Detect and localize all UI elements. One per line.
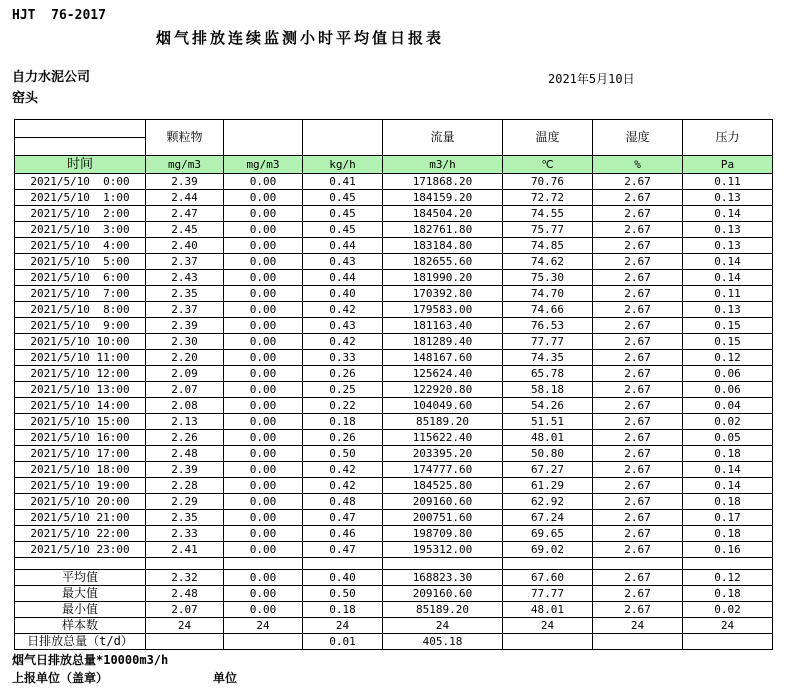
- time-cell: 2021/5/10 23:00: [15, 542, 146, 558]
- value-cell: 24: [303, 618, 383, 634]
- value-cell: 2.47: [146, 206, 224, 222]
- value-cell: 2.07: [146, 382, 224, 398]
- value-cell: 0.13: [683, 302, 773, 318]
- table-row: [15, 334, 773, 350]
- table-row: [15, 222, 773, 238]
- value-cell: 0.00: [224, 414, 303, 430]
- table-row: [15, 270, 773, 286]
- table-row: [15, 398, 773, 414]
- time-cell: 2021/5/10 5:00: [15, 254, 146, 270]
- table-row: [15, 318, 773, 334]
- value-cell: 0.26: [303, 430, 383, 446]
- value-cell: 0.00: [224, 238, 303, 254]
- table-row: [15, 350, 773, 366]
- value-cell: 0.18: [683, 446, 773, 462]
- value-cell: 115622.40: [383, 430, 503, 446]
- col-header-humidity: 湿度: [593, 120, 683, 156]
- value-cell: 67.27: [503, 462, 593, 478]
- value-cell: 77.77: [503, 586, 593, 602]
- value-cell: [593, 634, 683, 650]
- value-cell: 62.92: [503, 494, 593, 510]
- value-cell: 2.35: [146, 510, 224, 526]
- value-cell: 2.48: [146, 446, 224, 462]
- value-cell: 181163.40: [383, 318, 503, 334]
- time-cell: 2021/5/10 11:00: [15, 350, 146, 366]
- value-cell: 0.11: [683, 174, 773, 190]
- time-cell: 2021/5/10 6:00: [15, 270, 146, 286]
- value-cell: 0.00: [224, 350, 303, 366]
- value-cell: 0.14: [683, 462, 773, 478]
- value-cell: [503, 634, 593, 650]
- value-cell: 2.67: [593, 542, 683, 558]
- spacer-row: [15, 558, 773, 570]
- value-cell: 70.76: [503, 174, 593, 190]
- value-cell: 0.47: [303, 510, 383, 526]
- value-cell: 2.67: [593, 238, 683, 254]
- time-cell: 2021/5/10 7:00: [15, 286, 146, 302]
- unit-label: 单位: [213, 671, 238, 685]
- summary-rows: [15, 570, 773, 650]
- value-cell: 0.14: [683, 270, 773, 286]
- monitoring-table: [14, 119, 773, 650]
- value-cell: 125624.40: [383, 366, 503, 382]
- value-cell: 58.18: [503, 382, 593, 398]
- value-cell: 2.13: [146, 414, 224, 430]
- table-row: [15, 174, 773, 190]
- value-cell: 0.00: [224, 222, 303, 238]
- value-cell: 0.00: [224, 286, 303, 302]
- company-name: 自力水泥公司: [12, 70, 91, 85]
- unit-particulate: mg/m3: [146, 156, 224, 174]
- value-cell: 198709.80: [383, 526, 503, 542]
- summary-label: 样本数: [15, 618, 146, 634]
- value-cell: 0.02: [683, 414, 773, 430]
- value-cell: 2.08: [146, 398, 224, 414]
- value-cell: 2.28: [146, 478, 224, 494]
- time-cell: 2021/5/10 8:00: [15, 302, 146, 318]
- value-cell: 2.67: [593, 334, 683, 350]
- value-cell: 174777.60: [383, 462, 503, 478]
- data-rows: [15, 174, 773, 558]
- time-cell: 2021/5/10 14:00: [15, 398, 146, 414]
- table-row: [15, 414, 773, 430]
- value-cell: 148167.60: [383, 350, 503, 366]
- value-cell: 74.62: [503, 254, 593, 270]
- value-cell: 2.67: [593, 174, 683, 190]
- value-cell: 48.01: [503, 602, 593, 618]
- value-cell: 0.00: [224, 542, 303, 558]
- value-cell: 209160.60: [383, 586, 503, 602]
- value-cell: 181990.20: [383, 270, 503, 286]
- value-cell: 54.26: [503, 398, 593, 414]
- value-cell: 2.39: [146, 462, 224, 478]
- value-cell: 72.72: [503, 190, 593, 206]
- value-cell: 2.39: [146, 174, 224, 190]
- value-cell: 0.18: [303, 602, 383, 618]
- value-cell: 2.67: [593, 286, 683, 302]
- value-cell: 0.13: [683, 222, 773, 238]
- time-cell: 2021/5/10 21:00: [15, 510, 146, 526]
- value-cell: 170392.80: [383, 286, 503, 302]
- value-cell: 2.67: [593, 302, 683, 318]
- time-cell: 2021/5/10 15:00: [15, 414, 146, 430]
- value-cell: 2.67: [593, 318, 683, 334]
- value-cell: 168823.30: [383, 570, 503, 586]
- table-row: [15, 190, 773, 206]
- unit-header-row: [15, 156, 773, 174]
- value-cell: 2.37: [146, 302, 224, 318]
- value-cell: 0.18: [683, 494, 773, 510]
- time-cell: 2021/5/10 0:00: [15, 174, 146, 190]
- value-cell: 0.00: [224, 334, 303, 350]
- value-cell: 0.18: [683, 586, 773, 602]
- standard-code: HJT 76-2017: [12, 8, 106, 23]
- unit-flow: m3/h: [383, 156, 503, 174]
- time-cell: 2021/5/10 16:00: [15, 430, 146, 446]
- table-row: [15, 494, 773, 510]
- value-cell: 0.00: [224, 494, 303, 510]
- value-cell: 0.45: [303, 222, 383, 238]
- value-cell: 2.20: [146, 350, 224, 366]
- value-cell: 0.11: [683, 286, 773, 302]
- value-cell: 2.40: [146, 238, 224, 254]
- value-cell: 184504.20: [383, 206, 503, 222]
- value-cell: 0.40: [303, 570, 383, 586]
- value-cell: 2.43: [146, 270, 224, 286]
- value-cell: 2.45: [146, 222, 224, 238]
- value-cell: 203395.20: [383, 446, 503, 462]
- value-cell: 61.29: [503, 478, 593, 494]
- value-cell: 85189.20: [383, 414, 503, 430]
- col-header-flow: 流量: [383, 120, 503, 156]
- value-cell: 24: [224, 618, 303, 634]
- value-cell: 0.00: [224, 190, 303, 206]
- value-cell: 76.53: [503, 318, 593, 334]
- time-cell: 2021/5/10 17:00: [15, 446, 146, 462]
- summary-label: 日排放总量（t/d）: [15, 634, 146, 650]
- value-cell: 0.14: [683, 206, 773, 222]
- value-cell: 50.80: [503, 446, 593, 462]
- value-cell: 2.67: [593, 494, 683, 510]
- time-cell: 2021/5/10 12:00: [15, 366, 146, 382]
- summary-label: 最小值: [15, 602, 146, 618]
- value-cell: 0.42: [303, 334, 383, 350]
- value-cell: 181289.40: [383, 334, 503, 350]
- value-cell: 0.00: [224, 302, 303, 318]
- value-cell: 2.67: [593, 446, 683, 462]
- value-cell: 0.00: [224, 446, 303, 462]
- value-cell: 0.12: [683, 350, 773, 366]
- time-cell: 2021/5/10 13:00: [15, 382, 146, 398]
- value-cell: 182655.60: [383, 254, 503, 270]
- value-cell: 0.47: [303, 542, 383, 558]
- report-unit-label: 上报单位（盖章）: [12, 671, 109, 685]
- summary-row: [15, 602, 773, 618]
- col-header-pressure: 压力: [683, 120, 773, 156]
- value-cell: 0.00: [224, 398, 303, 414]
- value-cell: 2.48: [146, 586, 224, 602]
- time-cell: 2021/5/10 19:00: [15, 478, 146, 494]
- value-cell: 0.33: [303, 350, 383, 366]
- table-row: [15, 366, 773, 382]
- value-cell: 0.26: [303, 366, 383, 382]
- value-cell: 0.00: [224, 526, 303, 542]
- value-cell: 2.67: [593, 206, 683, 222]
- page-title: 烟气排放连续监测小时平均值日报表: [155, 29, 444, 47]
- unit-pressure: Pa: [683, 156, 773, 174]
- value-cell: 0.48: [303, 494, 383, 510]
- value-cell: [683, 634, 773, 650]
- value-cell: 0.00: [224, 510, 303, 526]
- value-cell: 0.00: [224, 174, 303, 190]
- value-cell: 77.77: [503, 334, 593, 350]
- unit-humidity: %: [593, 156, 683, 174]
- value-cell: 2.67: [593, 430, 683, 446]
- unit-emission-rate: kg/h: [303, 156, 383, 174]
- time-header: 时间: [15, 156, 146, 174]
- time-cell: 2021/5/10 4:00: [15, 238, 146, 254]
- value-cell: 0.15: [683, 318, 773, 334]
- value-cell: 184525.80: [383, 478, 503, 494]
- value-cell: 2.67: [593, 602, 683, 618]
- group-header-row: [15, 120, 773, 138]
- value-cell: [146, 634, 224, 650]
- value-cell: 85189.20: [383, 602, 503, 618]
- value-cell: 2.39: [146, 318, 224, 334]
- value-cell: 2.35: [146, 286, 224, 302]
- summary-label: 最大值: [15, 586, 146, 602]
- value-cell: 0.15: [683, 334, 773, 350]
- time-cell: 2021/5/10 1:00: [15, 190, 146, 206]
- time-cell: 2021/5/10 20:00: [15, 494, 146, 510]
- value-cell: 2.67: [593, 462, 683, 478]
- time-header-bottom-cell: [15, 138, 146, 156]
- value-cell: 0.00: [224, 462, 303, 478]
- value-cell: 24: [683, 618, 773, 634]
- value-cell: 2.67: [593, 570, 683, 586]
- table-row: [15, 430, 773, 446]
- value-cell: 195312.00: [383, 542, 503, 558]
- table-row: [15, 254, 773, 270]
- value-cell: 0.00: [224, 478, 303, 494]
- value-cell: 0.05: [683, 430, 773, 446]
- value-cell: 0.12: [683, 570, 773, 586]
- value-cell: 0.14: [683, 478, 773, 494]
- value-cell: 2.32: [146, 570, 224, 586]
- value-cell: 2.67: [593, 270, 683, 286]
- value-cell: 0.22: [303, 398, 383, 414]
- value-cell: 2.67: [593, 222, 683, 238]
- value-cell: 2.67: [593, 254, 683, 270]
- value-cell: 65.78: [503, 366, 593, 382]
- value-cell: 2.29: [146, 494, 224, 510]
- report-date: 2021年5月10日: [548, 72, 635, 86]
- value-cell: 0.00: [224, 586, 303, 602]
- value-cell: 24: [593, 618, 683, 634]
- value-cell: 75.77: [503, 222, 593, 238]
- table-row: [15, 526, 773, 542]
- value-cell: 2.37: [146, 254, 224, 270]
- value-cell: 2.30: [146, 334, 224, 350]
- value-cell: 200751.60: [383, 510, 503, 526]
- monitoring-point: 窑头: [12, 91, 39, 106]
- value-cell: 74.35: [503, 350, 593, 366]
- summary-row: [15, 634, 773, 650]
- value-cell: 67.24: [503, 510, 593, 526]
- value-cell: 0.02: [683, 602, 773, 618]
- table-row: [15, 462, 773, 478]
- value-cell: 0.00: [224, 570, 303, 586]
- summary-label: 平均值: [15, 570, 146, 586]
- value-cell: 2.67: [593, 526, 683, 542]
- value-cell: 0.00: [224, 382, 303, 398]
- table-row: [15, 542, 773, 558]
- value-cell: 75.30: [503, 270, 593, 286]
- value-cell: 0.18: [303, 414, 383, 430]
- value-cell: 0.04: [683, 398, 773, 414]
- col-header-blank-1: [224, 120, 303, 156]
- table-row: [15, 238, 773, 254]
- value-cell: 74.66: [503, 302, 593, 318]
- table-row: [15, 302, 773, 318]
- value-cell: 0.06: [683, 382, 773, 398]
- value-cell: 74.70: [503, 286, 593, 302]
- col-header-temperature: 温度: [503, 120, 593, 156]
- value-cell: 0.00: [224, 318, 303, 334]
- time-header-top-cell: [15, 120, 146, 138]
- value-cell: 69.65: [503, 526, 593, 542]
- value-cell: 0.06: [683, 366, 773, 382]
- footer-note: 烟气日排放总量*10000m3/h: [12, 653, 169, 667]
- table-row: [15, 510, 773, 526]
- value-cell: 0.42: [303, 478, 383, 494]
- value-cell: 0.45: [303, 190, 383, 206]
- value-cell: 2.67: [593, 398, 683, 414]
- value-cell: 51.51: [503, 414, 593, 430]
- value-cell: 171868.20: [383, 174, 503, 190]
- value-cell: 2.67: [593, 350, 683, 366]
- value-cell: 209160.60: [383, 494, 503, 510]
- value-cell: 0.40: [303, 286, 383, 302]
- value-cell: 0.16: [683, 542, 773, 558]
- value-cell: 24: [383, 618, 503, 634]
- value-cell: 74.55: [503, 206, 593, 222]
- value-cell: 0.13: [683, 238, 773, 254]
- value-cell: 0.17: [683, 510, 773, 526]
- value-cell: 0.50: [303, 586, 383, 602]
- value-cell: 183184.80: [383, 238, 503, 254]
- value-cell: 0.25: [303, 382, 383, 398]
- value-cell: 184159.20: [383, 190, 503, 206]
- summary-row: [15, 586, 773, 602]
- value-cell: 0.44: [303, 270, 383, 286]
- value-cell: 0.43: [303, 254, 383, 270]
- value-cell: 0.13: [683, 190, 773, 206]
- value-cell: 0.00: [224, 430, 303, 446]
- value-cell: 0.42: [303, 302, 383, 318]
- value-cell: 2.67: [593, 382, 683, 398]
- col-header-blank-2: [303, 120, 383, 156]
- time-cell: 2021/5/10 3:00: [15, 222, 146, 238]
- value-cell: 0.01: [303, 634, 383, 650]
- value-cell: 0.41: [303, 174, 383, 190]
- value-cell: 0.00: [224, 206, 303, 222]
- col-header-particulate: 颗粒物: [146, 120, 224, 156]
- value-cell: 0.14: [683, 254, 773, 270]
- unit-temperature: ℃: [503, 156, 593, 174]
- value-cell: 67.60: [503, 570, 593, 586]
- table-row: [15, 446, 773, 462]
- value-cell: 2.33: [146, 526, 224, 542]
- value-cell: 405.18: [383, 634, 503, 650]
- value-cell: 69.02: [503, 542, 593, 558]
- value-cell: 0.42: [303, 462, 383, 478]
- value-cell: 2.09: [146, 366, 224, 382]
- value-cell: 179583.00: [383, 302, 503, 318]
- value-cell: 48.01: [503, 430, 593, 446]
- table-row: [15, 478, 773, 494]
- value-cell: 0.50: [303, 446, 383, 462]
- value-cell: 0.00: [224, 270, 303, 286]
- summary-row: [15, 570, 773, 586]
- value-cell: 24: [146, 618, 224, 634]
- table-row: [15, 286, 773, 302]
- value-cell: 2.67: [593, 510, 683, 526]
- value-cell: 122920.80: [383, 382, 503, 398]
- value-cell: 0.45: [303, 206, 383, 222]
- summary-row: [15, 618, 773, 634]
- value-cell: 74.85: [503, 238, 593, 254]
- table-row: [15, 382, 773, 398]
- table-row: [15, 206, 773, 222]
- value-cell: 0.43: [303, 318, 383, 334]
- value-cell: 2.67: [593, 366, 683, 382]
- value-cell: 0.00: [224, 366, 303, 382]
- time-cell: 2021/5/10 22:00: [15, 526, 146, 542]
- value-cell: 2.67: [593, 586, 683, 602]
- value-cell: 0.00: [224, 602, 303, 618]
- unit-particulate-2: mg/m3: [224, 156, 303, 174]
- value-cell: 2.67: [593, 414, 683, 430]
- value-cell: 2.41: [146, 542, 224, 558]
- time-cell: 2021/5/10 18:00: [15, 462, 146, 478]
- value-cell: 2.67: [593, 478, 683, 494]
- value-cell: 2.07: [146, 602, 224, 618]
- value-cell: 24: [503, 618, 593, 634]
- value-cell: 0.18: [683, 526, 773, 542]
- value-cell: 0.44: [303, 238, 383, 254]
- value-cell: 0.46: [303, 526, 383, 542]
- value-cell: [224, 634, 303, 650]
- value-cell: 2.67: [593, 190, 683, 206]
- time-cell: 2021/5/10 9:00: [15, 318, 146, 334]
- value-cell: 2.26: [146, 430, 224, 446]
- value-cell: 2.44: [146, 190, 224, 206]
- value-cell: 182761.80: [383, 222, 503, 238]
- value-cell: 104049.60: [383, 398, 503, 414]
- time-cell: 2021/5/10 10:00: [15, 334, 146, 350]
- time-cell: 2021/5/10 2:00: [15, 206, 146, 222]
- value-cell: 0.00: [224, 254, 303, 270]
